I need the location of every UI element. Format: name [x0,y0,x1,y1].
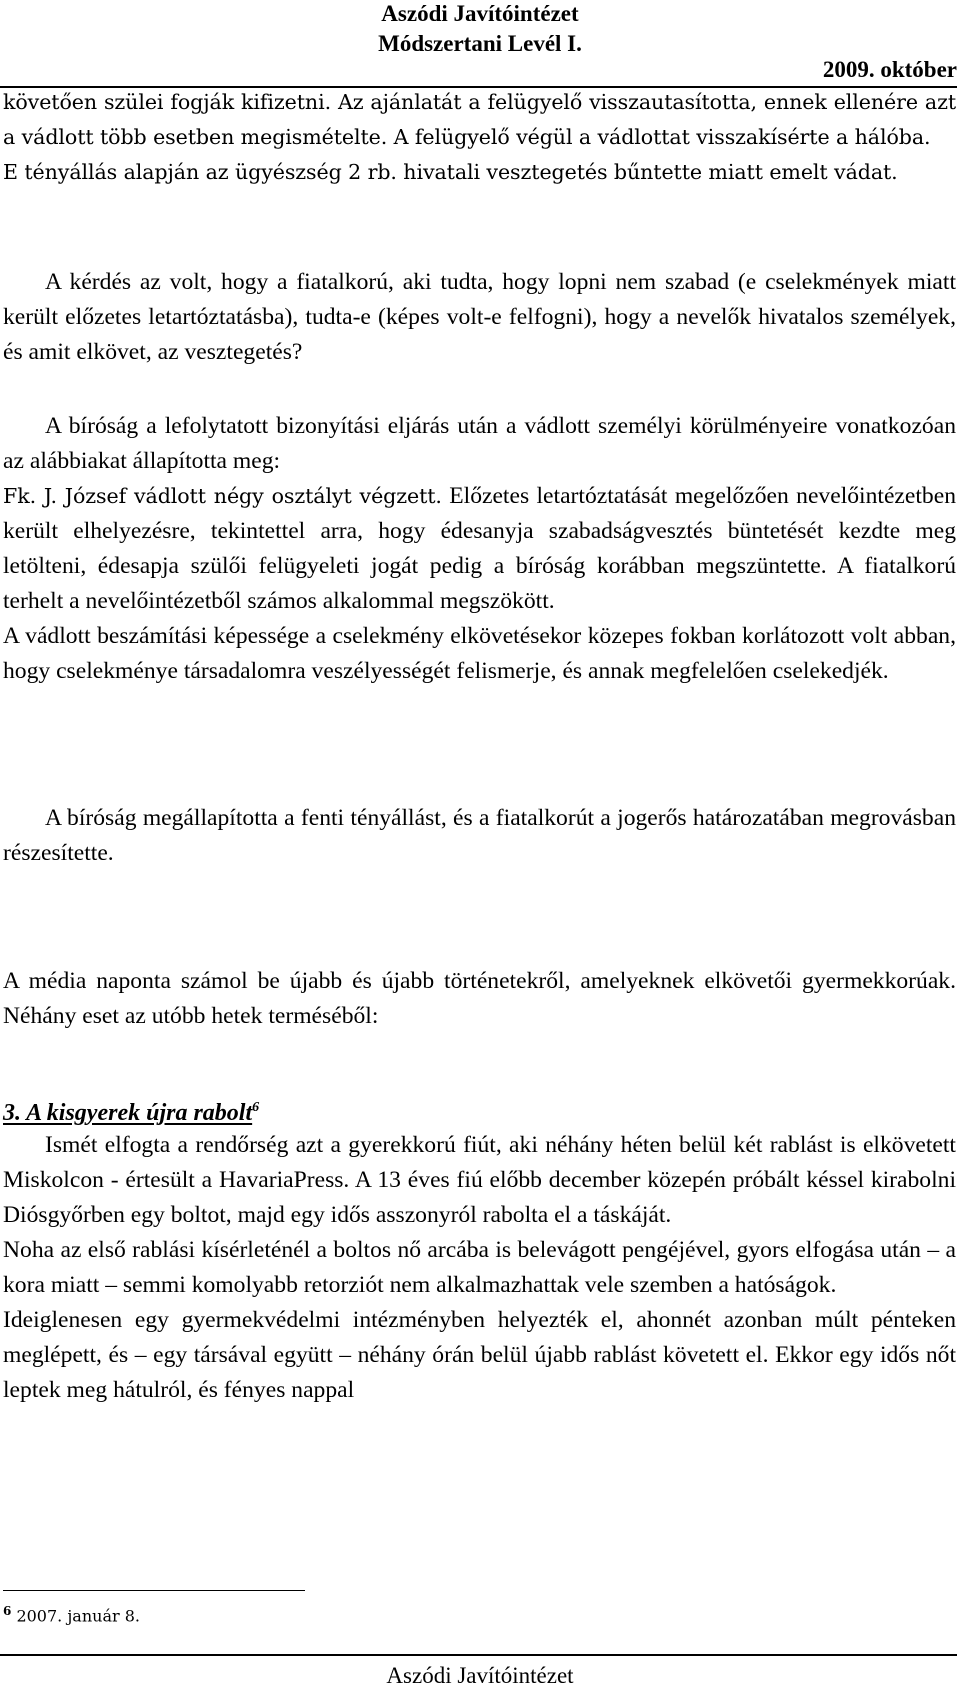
footer-organization: Aszódi Javítóintézet [386,1663,574,1688]
header-document-title: Módszertani Levél I. [378,31,582,56]
header-date: 2009. október [822,57,957,82]
paragraph-6-text: A vádlott beszámítási képessége a cselekmény elkövetésekor közepes fokban korlátozott volt abban, hogy cselekménye társadalomra veszélyességét felismerje, és annak megfelelően cselekedjék. [3,623,956,684]
paragraph-7-text: A bíróság megállapította a fenti tényállást, és a fiatalkorút a jogerős határozatában megrovásban részesítette. [3,805,956,866]
footer-rule [0,1654,957,1656]
article-body [3,1128,956,1408]
header-organization: Aszódi Javítóintézet [381,1,579,26]
paragraph-1-text: követően szülei fogják kifizetni. Az ajánlatát a felügyelő visszautasította, ennek ellenére azt a vádlott több esetben megismételte. A felügyelő végül a vádlottat visszakísérte a hálóba. [3,90,956,149]
paragraph-8-text: A média naponta számol be újabb és újabb történetekről, amelyeknek elkövetői gyermekkorúak. Néhány eset az utóbb hetek terméséből: [3,968,956,1029]
paragraph-8 [3,964,956,1034]
paragraph-4-text: A bíróság a lefolytatott bizonyítási eljárás után a vádlott személyi körülményeire vonatkozóan az alábbiakat állapította meg: [3,413,956,474]
paragraph-4 [3,409,956,479]
paragraph-11-text: Ideiglenesen egy gyermekvédelmi intézményben helyezték el, ahonnét azonban múlt pénteken meglépett, és – egy társával együtt – néhány órán belül újabb rablást követett el. Ekkor egy idős nőt leptek meg hátulról, és fényes nappal [3,1307,956,1403]
paragraph-7 [3,801,956,871]
footnote-reference: 6 [252,1100,260,1115]
footnote [3,1600,140,1627]
paragraph-5-text: Előzetes letartóztatását megelőzően nevelőintézetben került elhelyezésre, tekintettel arra, hogy édesanyja szabadságvesztés büntetését kezdte meg letölteni, édesapja szülői felügyeleti jogát pedig a bíróság korábban megszüntette. A fiatalkorú terhelt a nevelőintézetből számos alkalommal megszökött. [3,483,956,614]
paragraph-3 [3,265,956,370]
paragraph-5-lead: Fk. J. József vádlott négy osztályt végzett. [3,484,442,508]
footnote-mark: 6 [3,1604,12,1618]
paragraph-1 [3,85,956,190]
paragraph-3-text: A kérdés az volt, hogy a fiatalkorú, aki tudta, hogy lopni nem szabad (e cselekmények miatt került előzetes letartóztatásba), tudta-e (képes volt-e felfogni), hogy a nevelők hivatalos személyek, és amit elkövet, az vesztegetés? [3,269,956,365]
footnote-text: 2007. január 8. [11,1606,140,1626]
paragraph-9-text: Ismét elfogta a rendőrség azt a gyerekkorú fiút, aki néhány héten belül két rablást is elkövetett Miskolcon - értesült a HavariaPress. A 13 éves fiú előbb december közepén próbált késsel kirabolni Diósgyőrben egy boltot, majd egy idős asszonyról rabolta el a táskáját. [3,1132,956,1228]
paragraph-2-text: E tényállás alapján az ügyészség 2 rb. hivatali vesztegetés bűntette miatt emelt vádat. [3,160,898,184]
section-heading [3,1090,956,1131]
paragraph-10-text: Noha az első rablási kísérleténél a boltos nő arcába is belevágott pengéjével, gyors elfogása után – a kora miatt – semmi komolyabb retorziót nem alkalmazhattak vele szemben a hatóságok. [3,1237,956,1298]
paragraph-5 [3,479,956,689]
footnote-rule [3,1590,305,1591]
section-heading-text: 3. A kisgyerek újra rabolt [3,1100,253,1126]
